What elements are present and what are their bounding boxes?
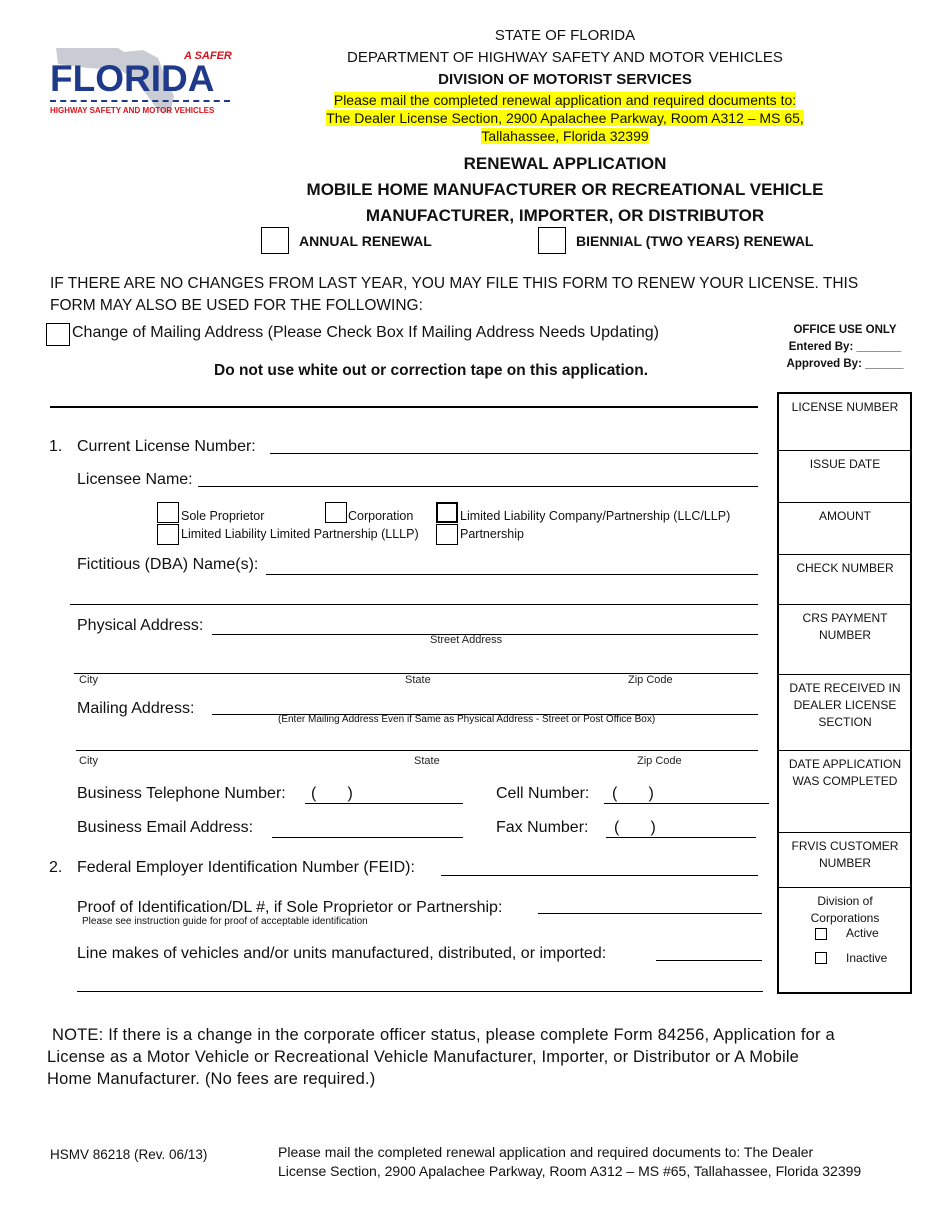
- lllp-checkbox[interactable]: [157, 524, 179, 545]
- logo-divider: [50, 100, 230, 102]
- llc-checkbox[interactable]: [436, 502, 458, 523]
- feid-input[interactable]: [441, 875, 758, 876]
- item1-number: 1.: [49, 438, 63, 455]
- current-license-input[interactable]: [270, 453, 758, 454]
- logo-tagline: A SAFER: [184, 50, 232, 62]
- title-line3: MANUFACTURER, IMPORTER, OR DISTRIBUTOR: [365, 206, 765, 225]
- office-use-title: OFFICE USE ONLY: [793, 324, 897, 336]
- current-license-label: Current License Number:: [77, 438, 256, 455]
- office-frvis-number: FRVIS CUSTOMER NUMBER: [779, 833, 911, 888]
- cell-number-input[interactable]: [604, 803, 769, 804]
- lllp-label: Limited Liability Limited Partnership (LLLP): [181, 527, 419, 541]
- header-mail-line2: The Dealer License Section, 2900 Apalachee Parkway, Room A312 – MS 65,: [326, 110, 804, 126]
- office-check-number: CHECK NUMBER: [779, 555, 911, 605]
- dba-input-line2[interactable]: [70, 604, 758, 605]
- physical-address-label: Physical Address:: [77, 617, 204, 634]
- change-address-label: Change of Mailing Address (Please Check Box If Mailing Address Needs Updating): [72, 324, 659, 341]
- office-amount: AMOUNT: [779, 503, 911, 555]
- mailing-zip-caption: Zip Code: [637, 755, 682, 767]
- office-division-corporations: Division of Corporations: [810, 894, 880, 925]
- business-phone-label: Business Telephone Number:: [77, 785, 286, 802]
- physical-zip-caption: Zip Code: [628, 674, 673, 686]
- business-phone-parens: ( ): [311, 785, 353, 802]
- active-label: Active: [846, 926, 879, 940]
- cell-number-label: Cell Number:: [496, 785, 590, 802]
- physical-city-caption: City: [79, 674, 98, 686]
- office-entered-by: Entered By: _______: [788, 341, 902, 353]
- title-line2: MOBILE HOME MANUFACTURER OR RECREATIONAL VEHICLE: [306, 180, 824, 199]
- corporation-label: Corporation: [348, 509, 414, 523]
- biennial-renewal-checkbox[interactable]: [538, 227, 566, 254]
- licensee-name-input[interactable]: [198, 486, 758, 487]
- corporation-checkbox[interactable]: [325, 502, 347, 523]
- footer-mail-line1: Please mail the completed renewal application and required documents to: The Dealer: [278, 1144, 814, 1160]
- logo-word: FLORIDA: [50, 58, 215, 99]
- florida-logo: [48, 44, 234, 120]
- office-date-received: DATE RECEIVED IN DEALER LICENSE SECTION: [779, 675, 911, 751]
- cell-number-parens: ( ): [612, 785, 654, 802]
- physical-state-caption: State: [405, 674, 431, 686]
- inactive-label: Inactive: [846, 951, 888, 965]
- header-state: STATE OF FLORIDA: [494, 27, 636, 44]
- item2-number: 2.: [49, 859, 63, 876]
- annual-renewal-checkbox[interactable]: [261, 227, 289, 254]
- header-department: DEPARTMENT OF HIGHWAY SAFETY AND MOTOR VEHICLES: [347, 49, 783, 66]
- header-mail-line3: Tallahassee, Florida 32399: [481, 128, 649, 144]
- note-line1: NOTE: If there is a change in the corporate officer status, please complete Form 84256, Application for a: [52, 1026, 835, 1044]
- partnership-checkbox[interactable]: [436, 524, 458, 545]
- inactive-checkbox[interactable]: [815, 952, 827, 964]
- street-address-caption: Street Address: [430, 634, 503, 646]
- mailing-city-caption: City: [79, 755, 98, 767]
- office-date-completed: DATE APPLICATION WAS COMPLETED: [779, 751, 911, 833]
- business-phone-input[interactable]: [305, 803, 463, 804]
- header-mail-line1: Please mail the completed renewal application and required documents to:: [333, 92, 797, 108]
- mailing-note-caption: (Enter Mailing Address Even if Same as Physical Address - Street or Post Office Box): [278, 714, 656, 725]
- mailing-city-input[interactable]: [76, 750, 758, 751]
- dba-input[interactable]: [266, 574, 758, 575]
- line-makes-input[interactable]: [656, 960, 762, 961]
- proof-id-label: Proof of Identification/DL #, if Sole Proprietor or Partnership:: [77, 899, 503, 916]
- dba-label: Fictitious (DBA) Name(s):: [77, 556, 259, 573]
- business-email-label: Business Email Address:: [77, 819, 254, 836]
- office-approved-by: Approved By: ______: [786, 358, 904, 370]
- feid-label: Federal Employer Identification Number (FEID):: [77, 859, 415, 876]
- mailing-address-label: Mailing Address:: [77, 700, 195, 717]
- biennial-renewal-label: BIENNIAL (TWO YEARS) RENEWAL: [576, 233, 814, 249]
- licensee-name-label: Licensee Name:: [77, 471, 193, 488]
- llc-label: Limited Liability Company/Partnership (LLC/LLP): [460, 509, 731, 523]
- note-line2: License as a Motor Vehicle or Recreational Vehicle Manufacturer, Importer, or Distributor or A Mobile: [47, 1048, 800, 1066]
- proof-id-input[interactable]: [538, 913, 762, 914]
- line-makes-input-line2[interactable]: [77, 991, 763, 992]
- warning-text: Do not use white out or correction tape on this application.: [214, 362, 649, 379]
- header-division: DIVISION OF MOTORIST SERVICES: [438, 71, 692, 88]
- sole-proprietor-label: Sole Proprietor: [181, 509, 265, 523]
- office-license-number: LICENSE NUMBER: [779, 394, 911, 451]
- change-address-checkbox[interactable]: [46, 323, 70, 346]
- top-rule: [50, 406, 758, 408]
- intro-line1: IF THERE ARE NO CHANGES FROM LAST YEAR, YOU MAY FILE THIS FORM TO RENEW YOUR LICENSE. THIS: [50, 275, 859, 292]
- fax-number-parens: ( ): [614, 819, 656, 836]
- title-line1: RENEWAL APPLICATION: [463, 154, 667, 173]
- mailing-state-caption: State: [414, 755, 440, 767]
- intro-line2: FORM MAY ALSO BE USED FOR THE FOLLOWING:: [50, 297, 423, 314]
- form-number: HSMV 86218 (Rev. 06/13): [50, 1147, 208, 1162]
- active-checkbox[interactable]: [815, 928, 827, 940]
- proof-id-note: Please see instruction guide for proof of acceptable identification: [82, 916, 368, 927]
- note-line3: Home Manufacturer. (No fees are required.): [47, 1070, 376, 1088]
- fax-number-label: Fax Number:: [496, 819, 589, 836]
- partnership-label: Partnership: [460, 527, 524, 541]
- annual-renewal-label: ANNUAL RENEWAL: [299, 233, 432, 249]
- sole-proprietor-checkbox[interactable]: [157, 502, 179, 523]
- business-email-input[interactable]: [272, 837, 463, 838]
- footer-mail-line2: License Section, 2900 Apalachee Parkway, Room A312 – MS #65, Tallahassee, Florida 32399: [278, 1163, 862, 1179]
- fax-number-input[interactable]: [606, 837, 756, 838]
- logo-subtitle: HIGHWAY SAFETY AND MOTOR VEHICLES: [50, 106, 215, 115]
- line-makes-label: Line makes of vehicles and/or units manufactured, distributed, or imported:: [77, 945, 607, 962]
- office-issue-date: ISSUE DATE: [779, 451, 911, 503]
- office-crs-payment-number: CRS PAYMENT NUMBER: [779, 605, 911, 675]
